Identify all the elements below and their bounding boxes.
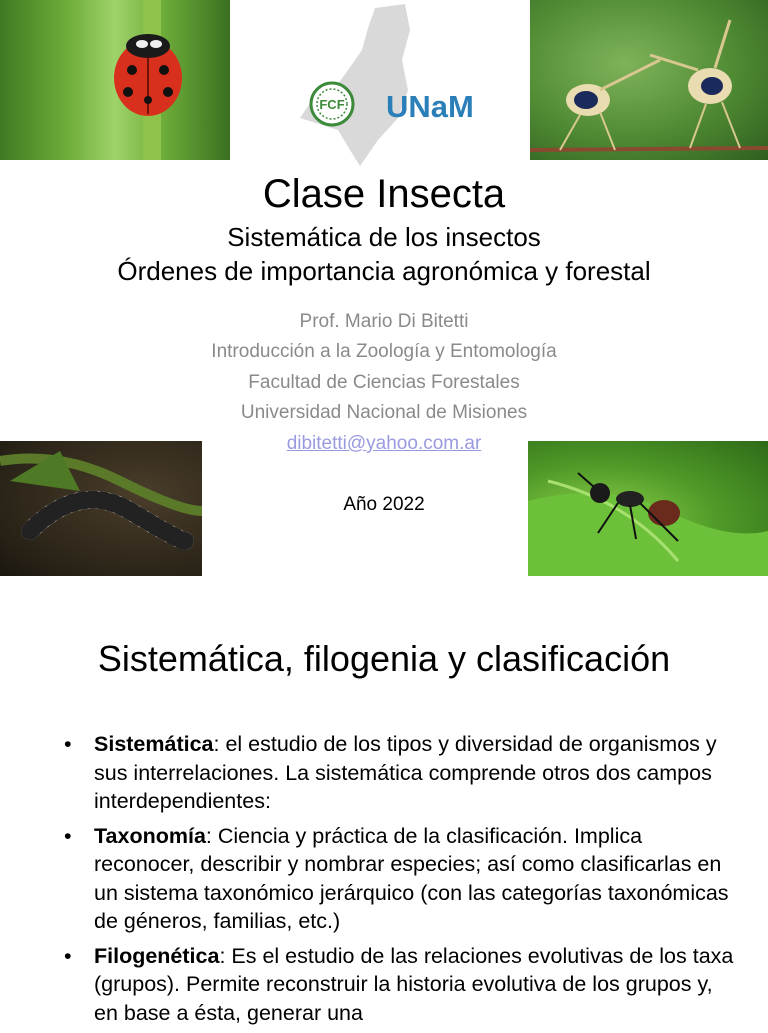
mantis-photo bbox=[530, 0, 768, 160]
bullet-icon: • bbox=[64, 943, 72, 968]
fcf-logo bbox=[311, 83, 353, 125]
course-name: Introducción a la Zoología y Entomología bbox=[211, 341, 557, 362]
ant-photo bbox=[528, 441, 768, 576]
slide-title: Sistemática, filogenia y clasificación bbox=[97, 638, 671, 679]
svg-text:FCF: FCF bbox=[319, 97, 345, 112]
year-label: Año 2022 bbox=[343, 494, 425, 515]
bullet-icon: • bbox=[64, 732, 72, 756]
list-item bbox=[60, 822, 740, 936]
bullet-text: : Ciencia y práctica de la clasificación. Implica reconocer, describir y nombrar especies; así como clasificarlas en un sistema taxonómico jerárquico (con las categorías taxonómicas de géneros, familias, etc.) bbox=[94, 823, 729, 933]
unam-logo bbox=[386, 89, 474, 124]
svg-text:UNaM: UNaM bbox=[386, 89, 474, 124]
slide-title: Clase Insecta bbox=[262, 172, 506, 216]
email-link[interactable]: dibitetti@yahoo.com.ar bbox=[286, 433, 482, 454]
logo-area bbox=[290, 0, 480, 170]
content-slide bbox=[0, 596, 768, 1024]
list-item bbox=[60, 942, 740, 1028]
author-name: Prof. Mario Di Bitetti bbox=[299, 311, 469, 332]
bullet-list bbox=[60, 730, 740, 1033]
bullet-term: Filogenética bbox=[94, 943, 220, 968]
bullet-term: Taxonomía bbox=[94, 823, 206, 848]
university-name: Universidad Nacional de Misiones bbox=[240, 402, 528, 423]
bullet-text: : el estudio de los tipos y diversidad de organismos y sus interrelaciones. La sistemática comprende otros dos campos interdependientes: bbox=[94, 732, 717, 813]
bullet-term: Sistemática bbox=[94, 732, 214, 756]
ladybug-photo bbox=[0, 0, 230, 160]
faculty-name: Facultad de Ciencias Forestales bbox=[248, 372, 520, 393]
slide-subtitle-1: Sistemática de los insectos bbox=[227, 222, 541, 252]
list-item bbox=[60, 730, 740, 816]
bullet-icon: • bbox=[64, 823, 72, 848]
slide-subtitle-2: Órdenes de importancia agronómica y forestal bbox=[117, 256, 651, 286]
bullet-text: : Es el estudio de las relaciones evolutivas de los taxa (grupos). Permite reconstruir la historia evolutiva de los grupos y, en base a ésta, generar una bbox=[94, 943, 734, 1025]
